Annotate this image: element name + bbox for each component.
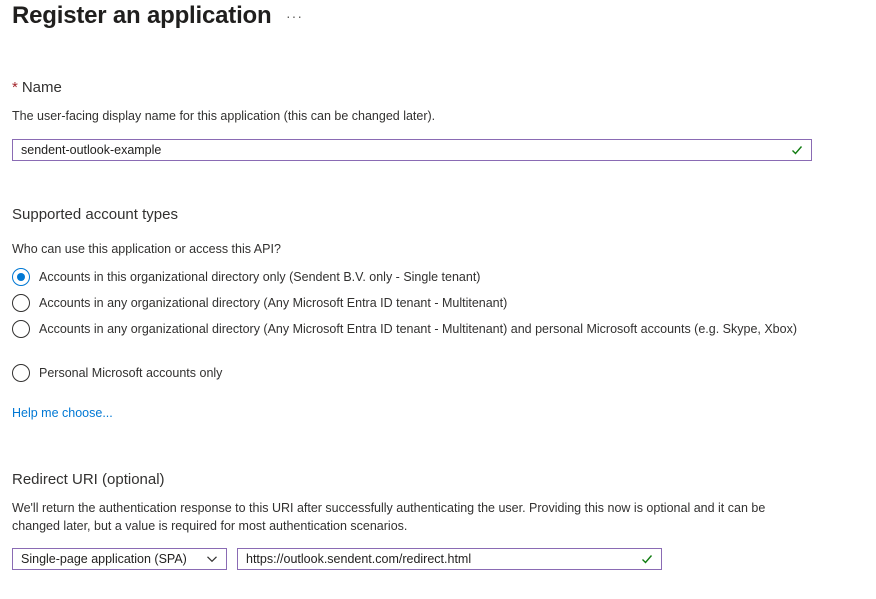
radio-button[interactable] [12,268,30,286]
ellipsis-icon[interactable]: ··· [286,8,303,24]
help-me-choose-link[interactable]: Help me choose... [12,406,113,420]
redirect-uri-title: Redirect URI (optional) [12,471,165,488]
name-section-title [12,79,62,96]
name-label: Name [21,79,62,96]
account-type-option-personal[interactable] [12,364,812,382]
radio-label: Accounts in any organizational directory (Any Microsoft Entra ID tenant - Multitenant) [39,296,508,310]
chevron-down-icon[interactable] [206,553,218,565]
radio-label: Accounts in any organizational directory (Any Microsoft Entra ID tenant - Multitenant) and personal Microsoft accounts (e.g. Skype, Xbox) [39,322,797,336]
redirect-uri-value[interactable]: https://outlook.sendent.com/redirect.html [246,552,472,566]
checkmark-icon [641,553,653,565]
radio-button[interactable] [12,364,30,382]
name-description: The user-facing display name for this application (this can be changed later). [12,109,436,123]
account-type-option-multitenant-personal[interactable] [12,320,802,338]
account-types-title: Supported account types [12,206,178,223]
account-type-option-multitenant[interactable] [12,294,812,312]
page-title: Register an application [12,2,272,29]
radio-label: Personal Microsoft accounts only [39,366,223,380]
platform-select[interactable] [12,548,227,570]
required-marker: * [12,79,18,96]
radio-button[interactable] [12,294,30,312]
name-input-value[interactable]: sendent-outlook-example [21,143,162,157]
checkmark-icon [791,144,803,156]
account-types-question: Who can use this application or access this API? [12,242,281,256]
radio-label: Accounts in this organizational directory only (Sendent B.V. only - Single tenant) [39,270,481,284]
name-input[interactable] [12,139,812,161]
radio-button[interactable] [12,320,30,338]
redirect-uri-description: We'll return the authentication response to this URI after successfully authenticating the user. Providing this now is optional and it can be changed later, but a value is required for most authentication scenarios. [12,501,766,533]
platform-select-value[interactable]: Single-page application (SPA) [21,552,187,566]
redirect-uri-input[interactable] [237,548,662,570]
account-type-option-single-tenant[interactable] [12,268,812,286]
